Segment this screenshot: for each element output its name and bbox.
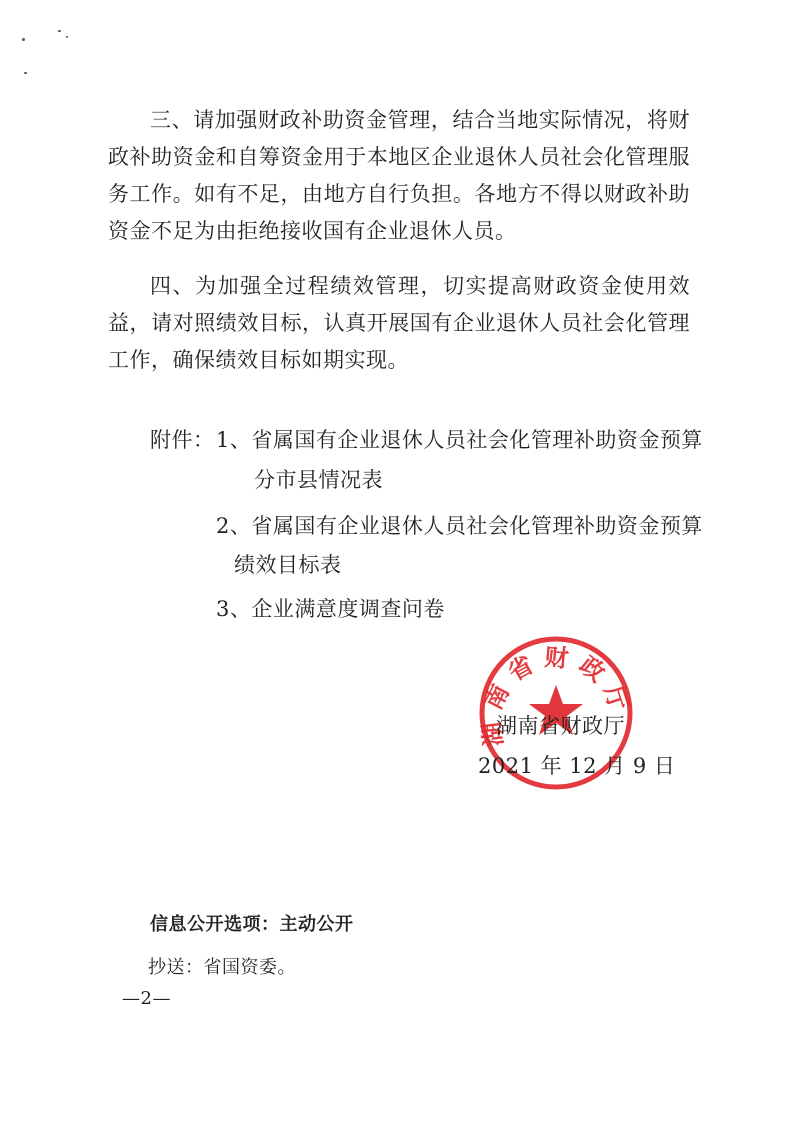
paragraph-3: 三、请加强财政补助资金管理，结合当地实际情况，将财政补助资金和自筹资金用于本地区企业退休人员社会化管理服务工作。如有不足，由地方自行负担。各地方不得以财政补助资金不足为由拒绝接收国有企业退休人员。 [108, 108, 690, 243]
attachment-2-line-2: 绩效目标表 [234, 553, 342, 577]
issue-date: 2021 年 12 月 9 日 [478, 754, 676, 778]
attachment-1-line-2: 分市县情况表 [254, 468, 383, 492]
scan-speck [24, 72, 27, 74]
issuer-name: 湖南省财政厅 [496, 714, 625, 738]
svg-text:湖南省财政厅: 湖南省财政厅 [476, 643, 636, 748]
attachment-2-line-1: 2、省属国有企业退休人员社会化管理补助资金预算 [216, 514, 703, 538]
attachment-1-line-1: 1、省属国有企业退休人员社会化管理补助资金预算 [216, 428, 703, 452]
scan-speck [58, 30, 61, 32]
scan-speck [22, 38, 25, 41]
cc-line: 抄送：省国资委。 [148, 957, 296, 978]
disclosure-option: 信息公开选项：主动公开 [150, 914, 354, 935]
page-number: —2— [122, 988, 171, 1009]
attachments-label: 附件： [150, 428, 215, 452]
scan-speck [66, 36, 68, 38]
paragraph-4: 四、为加强全过程绩效管理，切实提高财政资金使用效益，请对照绩效目标，认真开展国有企业退休人员社会化管理工作，确保绩效目标如期实现。 [108, 274, 690, 372]
attachment-3: 3、企业满意度调查问卷 [216, 597, 445, 621]
